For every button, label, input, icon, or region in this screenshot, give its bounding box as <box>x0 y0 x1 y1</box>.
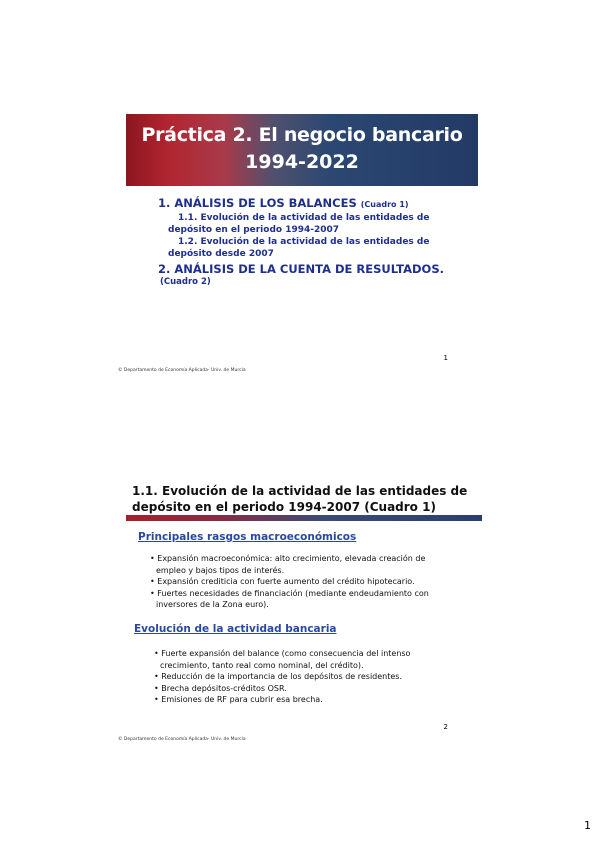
slide-title-line2: 1994-2022 <box>245 151 359 173</box>
slide-1 <box>118 110 482 375</box>
slide-footer: © Departamento de Economía Aplicada- Univ. de Murcia <box>118 737 246 742</box>
list-item: • Brecha depósitos-créditos OSR. <box>154 683 287 693</box>
toc-item-1: 1. ANÁLISIS DE LOS BALANCES (Cuadro 1) <box>158 196 409 210</box>
toc-item-1-1: 1.1. Evolución de la actividad de las entidades de depósito en el periodo 1994-2007 <box>168 213 430 235</box>
bullet-list-macro <box>150 553 429 611</box>
slide-footer: © Departamento de Economía Aplicada- Univ. de Murcia <box>118 368 246 373</box>
toc-item-2: 2. ANÁLISIS DE LA CUENTA DE RESULTADOS. <box>158 262 444 276</box>
list-item: • Fuertes necesidades de financiación (mediante endeudamiento con <box>150 588 429 598</box>
slide-2 <box>118 473 482 743</box>
bullet-list-banking <box>154 648 410 706</box>
list-item: empleo y bajos tipos de interés. <box>156 565 285 575</box>
list-item: • Emisiones de RF para cubrir esa brecha. <box>154 695 323 704</box>
section-heading-banking: Evolución de la actividad bancaria <box>134 623 337 635</box>
list-item: • Expansión macroeconómica: alto crecimiento, elevada creación de <box>150 554 426 563</box>
title-banner <box>126 114 478 186</box>
list-item: crecimiento, tanto real como nominal, del crédito). <box>160 660 364 670</box>
list-item: • Fuerte expansión del balance (como consecuencia del intenso <box>154 649 411 658</box>
slide-page-number: 1 <box>443 354 448 362</box>
list-item: • Reducción de la importancia de los depósitos de residentes. <box>154 672 403 681</box>
list-item: • Expansión crediticia con fuerte aumento del crédito hipotecario. <box>150 577 415 586</box>
toc-item-1-note: (Cuadro 1) <box>360 200 409 209</box>
slide-title-line1: Práctica 2. El negocio bancario <box>141 124 463 146</box>
slide-page-number: 2 <box>443 723 448 731</box>
title-underline-bar <box>126 515 482 521</box>
document-page-number: 1 <box>584 819 591 832</box>
section-heading-macro: Principales rasgos macroeconómicos <box>138 531 357 543</box>
toc-item-2-note: (Cuadro 2) <box>160 277 211 287</box>
slide-title: 1.1. Evolución de la actividad de las entidades de depósito en el periodo 1994-2007 (Cuadro 1) <box>132 484 468 514</box>
toc-item-1-2: 1.2. Evolución de la actividad de las entidades de depósito desde 2007 <box>168 237 430 259</box>
list-item: inversores de la Zona euro). <box>156 600 269 609</box>
table-of-contents <box>158 196 478 288</box>
